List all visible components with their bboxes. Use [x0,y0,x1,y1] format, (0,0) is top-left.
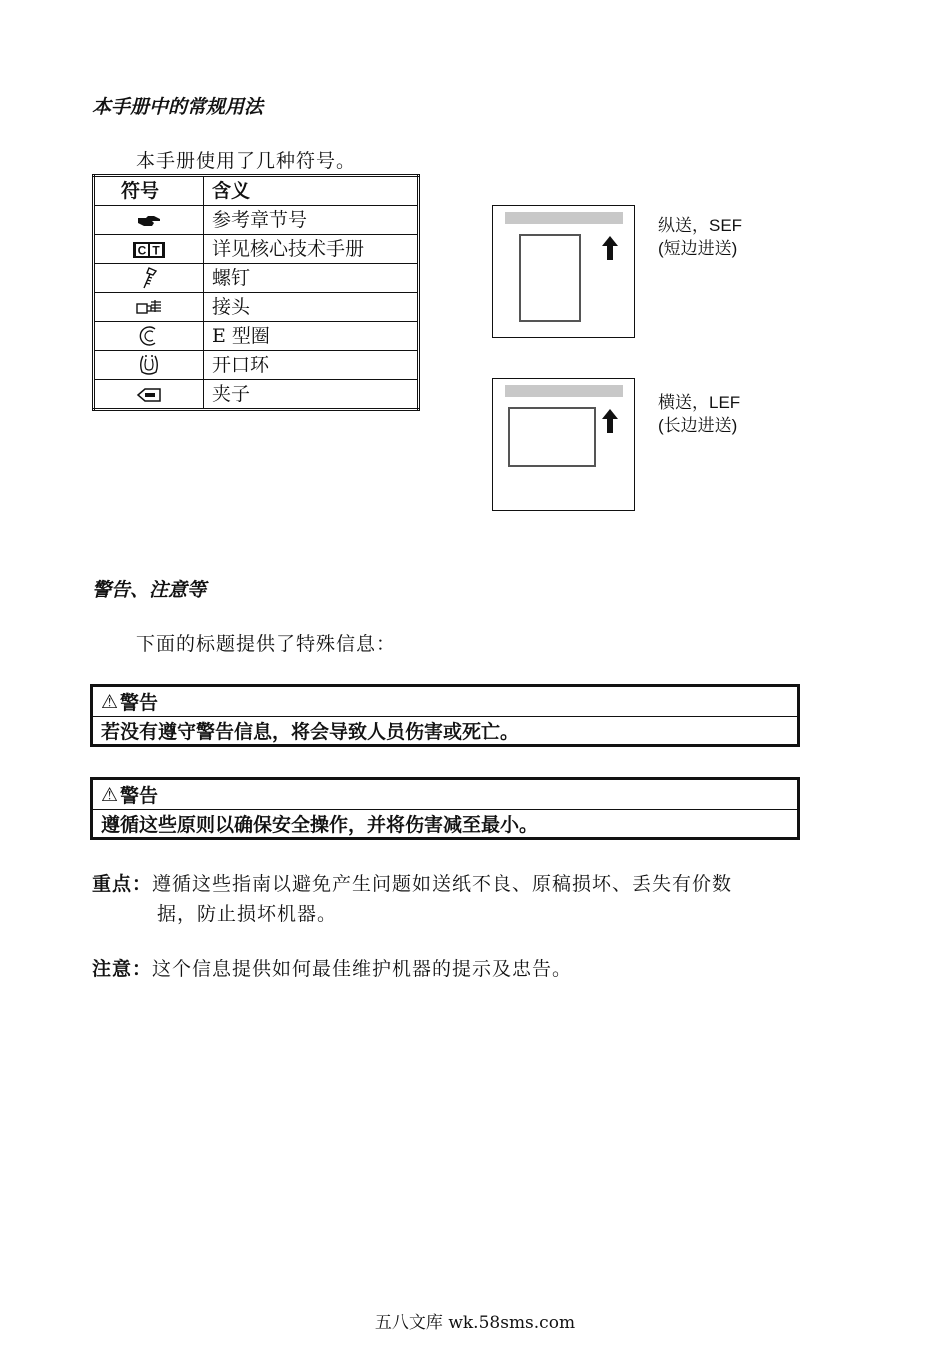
section-heading-conventions: 本手册中的常规用法 [92,96,264,118]
ct-letter-c: C [137,243,147,257]
warning-title: 警告 [120,692,159,714]
warning-title-row [93,687,797,717]
lef-label [658,391,740,437]
meaning-cell: E 型圈 [204,322,419,351]
lef-feed-bar [505,385,623,397]
clip-icon [94,380,204,410]
section-heading-warnings: 警告、注意等 [92,579,207,601]
lef-label-line1: 横送，LEF [658,393,741,412]
table-row [94,351,419,380]
warning-title-row [93,780,797,810]
lef-label-line2: (长边进送) [658,416,738,435]
core-tech-manual-icon [94,235,204,264]
table-row [94,235,419,264]
snap-ring-icon [94,351,204,380]
important-line1: 遵循这些指南以避免产生问题如送纸不良、原稿损坏、丢失有价数 [152,873,733,895]
warnings-intro: 下面的标题提供了特殊信息： [136,633,397,655]
meaning-cell: 接头 [204,293,419,322]
svg-text:T: T [152,243,160,257]
note-text: 这个信息提供如何最佳维护机器的提示及忠告。 [152,958,573,980]
table-row [94,206,419,235]
feed-direction-arrow-icon [601,408,619,434]
sef-feed-bar [505,212,623,224]
important-line2: 据，防止损坏机器。 [157,903,338,925]
meaning-cell: 详见核心技术手册 [204,235,419,264]
header-meaning: 含义 [204,176,419,206]
important-label: 重点： [92,873,153,895]
note-label: 注意： [92,958,153,980]
warning-title: 警告 [120,785,159,807]
meaning-cell: 夹子 [204,380,419,410]
sef-diagram [492,205,635,338]
table-row [94,293,419,322]
e-ring-icon [94,322,204,351]
table-row [94,264,419,293]
warning-triangle-icon: ⚠ [101,690,119,713]
important-note [92,869,732,896]
warning-triangle-icon: ⚠ [101,783,119,806]
sef-label-line2: (短边进送) [658,239,738,258]
warning-text: 遵循这些原则以确保安全操作，并将伤害减至最小。 [101,814,539,836]
note [92,954,572,981]
connector-icon [94,293,204,322]
screw-icon [94,264,204,293]
feed-direction-arrow-icon [601,235,619,261]
table-row [94,322,419,351]
lef-paper [508,407,596,467]
sef-label [658,214,742,260]
header-symbol: 符号 [94,176,204,206]
warning-text: 若没有遵守警告信息，将会导致人员伤害或死亡。 [101,721,520,743]
table-header-row [94,176,419,206]
meaning-cell: 开口环 [204,351,419,380]
symbol-table [92,174,420,411]
lef-diagram [492,378,635,511]
pointing-hand-icon [94,206,204,235]
warning-box [90,684,800,747]
sef-label-line1: 纵送，SEF [658,216,743,235]
warning-box [90,777,800,840]
meaning-cell: 螺钉 [204,264,419,293]
sef-paper [519,234,581,322]
footer-watermark: 五八文库 wk.58sms.com [374,1313,576,1333]
table-row [94,380,419,410]
meaning-cell: 参考章节号 [204,206,419,235]
conventions-intro: 本手册使用了几种符号。 [136,150,357,172]
